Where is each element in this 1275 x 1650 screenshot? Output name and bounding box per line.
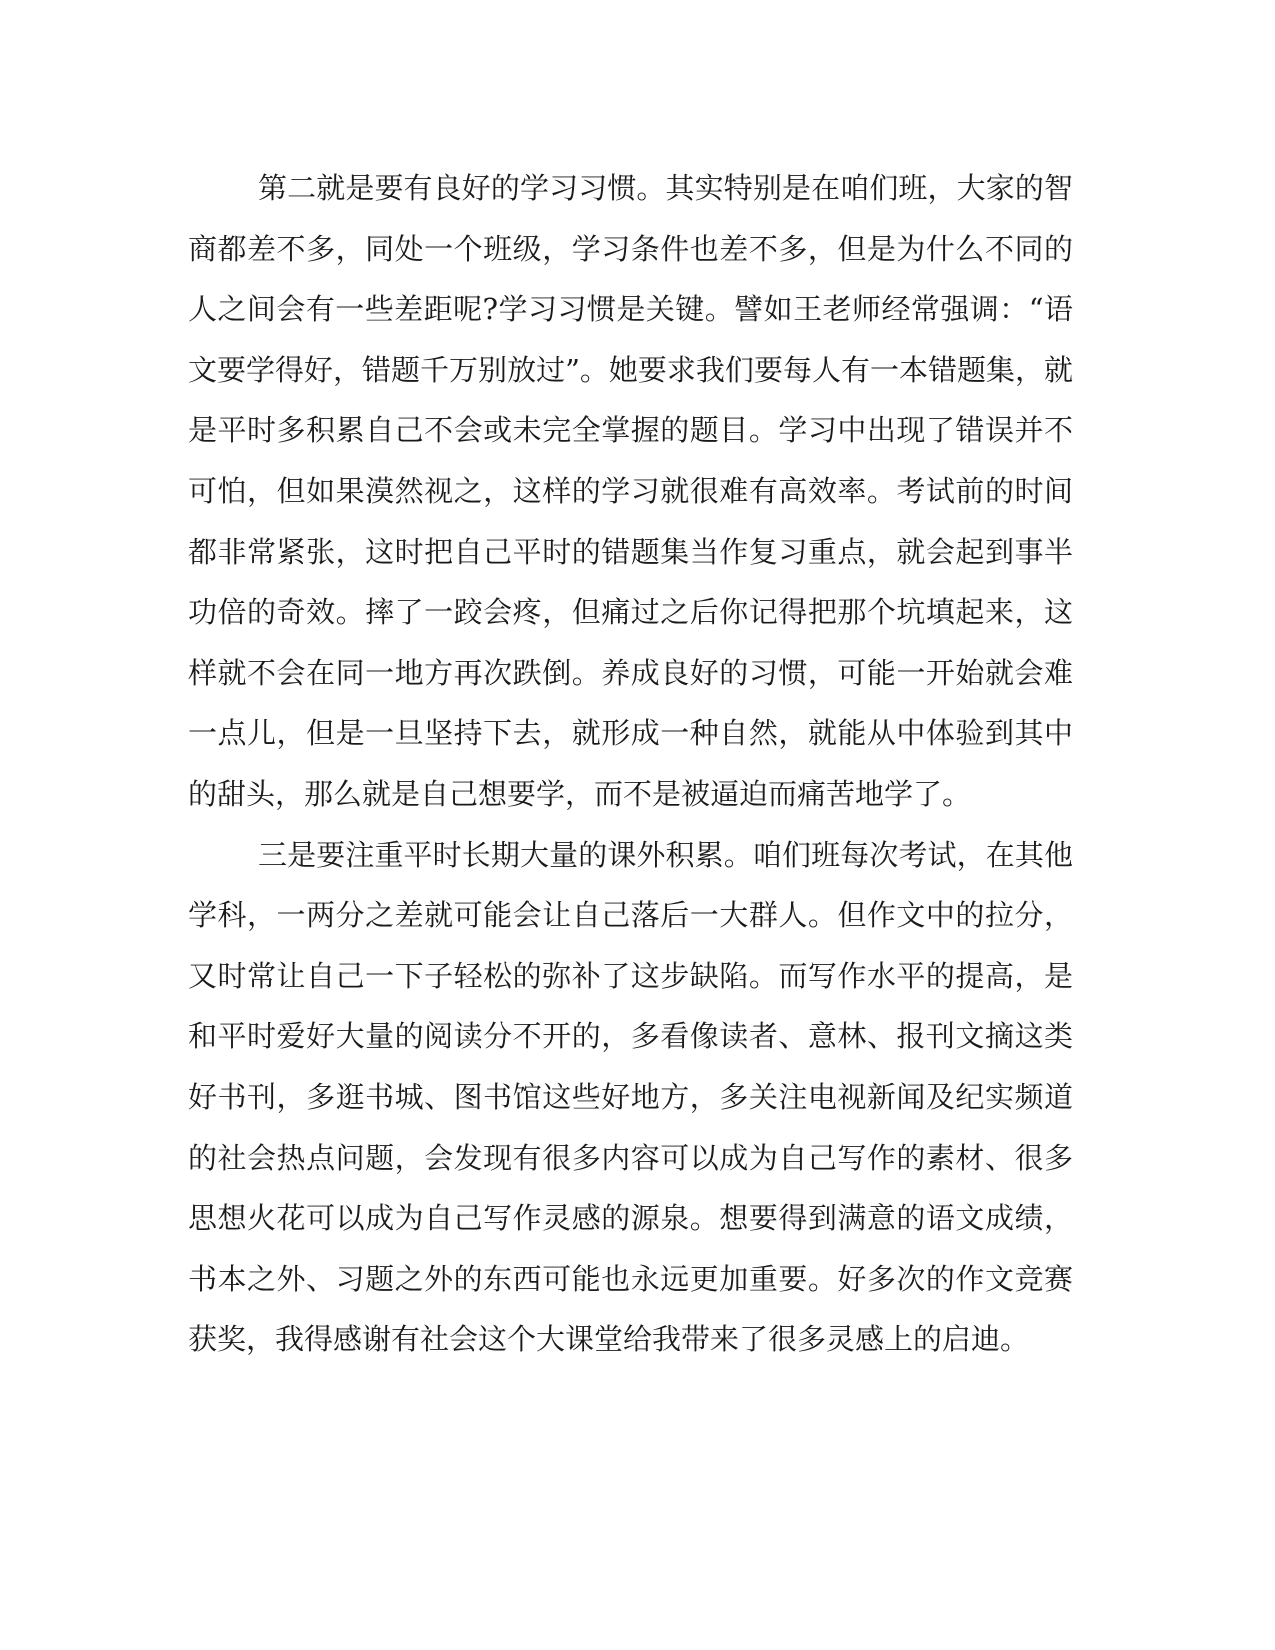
text-line: 又时常让自己一下子轻松的弥补了这步缺陷。而写作水平的提高，是	[188, 958, 1073, 993]
text-line: 书本之外、习题之外的东西可能也永远更加重要。好多次的作文竞赛	[188, 1261, 1073, 1296]
text-line: 都非常紧张，这时把自己平时的错题集当作复习重点，就会起到事半	[188, 534, 1073, 569]
paragraph-habits	[188, 158, 1073, 825]
text-line: 第二就是要有良好的学习习惯。其实特别是在咱们班，大家的智	[258, 171, 1073, 205]
text-line: 的社会热点问题，会发现有很多内容可以成为自己写作的素材、很多	[188, 1140, 1073, 1175]
text-line: 三是要注重平时长期大量的课外积累。咱们班每次考试，在其他	[258, 837, 1073, 872]
text-line: 学科，一两分之差就可能会让自己落后一大群人。但作文中的拉分，	[188, 898, 1073, 933]
paragraph-accumulation	[188, 825, 1073, 1370]
text-line: 商都差不多，同处一个班级，学习条件也差不多，但是为什么不同的	[188, 231, 1073, 266]
text-line: 功倍的奇效。摔了一跤会疼，但痛过之后你记得把那个坑填起来，这	[188, 595, 1073, 630]
text-line: 思想火花可以成为自己写作灵感的源泉。想要得到满意的语文成绩，	[188, 1201, 1073, 1236]
text-line: 和平时爱好大量的阅读分不开的，多看像读者、意林、报刊文摘这类	[188, 1019, 1073, 1054]
text-line: 样就不会在同一地方再次跌倒。养成良好的习惯，可能一开始就会难	[188, 655, 1073, 690]
text-line: 是平时多积累自己不会或未完全掌握的题目。学习中出现了错误并不	[188, 413, 1073, 448]
text-line: 一点儿，但是一旦坚持下去，就形成一种自然，就能从中体验到其中	[188, 716, 1073, 751]
text-line: 人之间会有一些差距呢?学习习惯是关键。譬如王老师经常强调：“语	[188, 292, 1073, 327]
document-body	[188, 158, 1073, 1370]
text-line: 的甜头，那么就是自己想要学，而不是被逼迫而痛苦地学了。	[188, 776, 972, 811]
text-line: 好书刊，多逛书城、图书馆这些好地方，多关注电视新闻及纪实频道	[188, 1079, 1073, 1114]
text-line: 可怕，但如果漠然视之，这样的学习就很难有高效率。考试前的时间	[188, 473, 1073, 508]
text-line: 文要学得好，错题千万别放过”。她要求我们要每人有一本错题集，就	[188, 352, 1073, 387]
text-line: 获奖，我得感谢有社会这个大课堂给我带来了很多灵感上的启迪。	[188, 1322, 1030, 1357]
